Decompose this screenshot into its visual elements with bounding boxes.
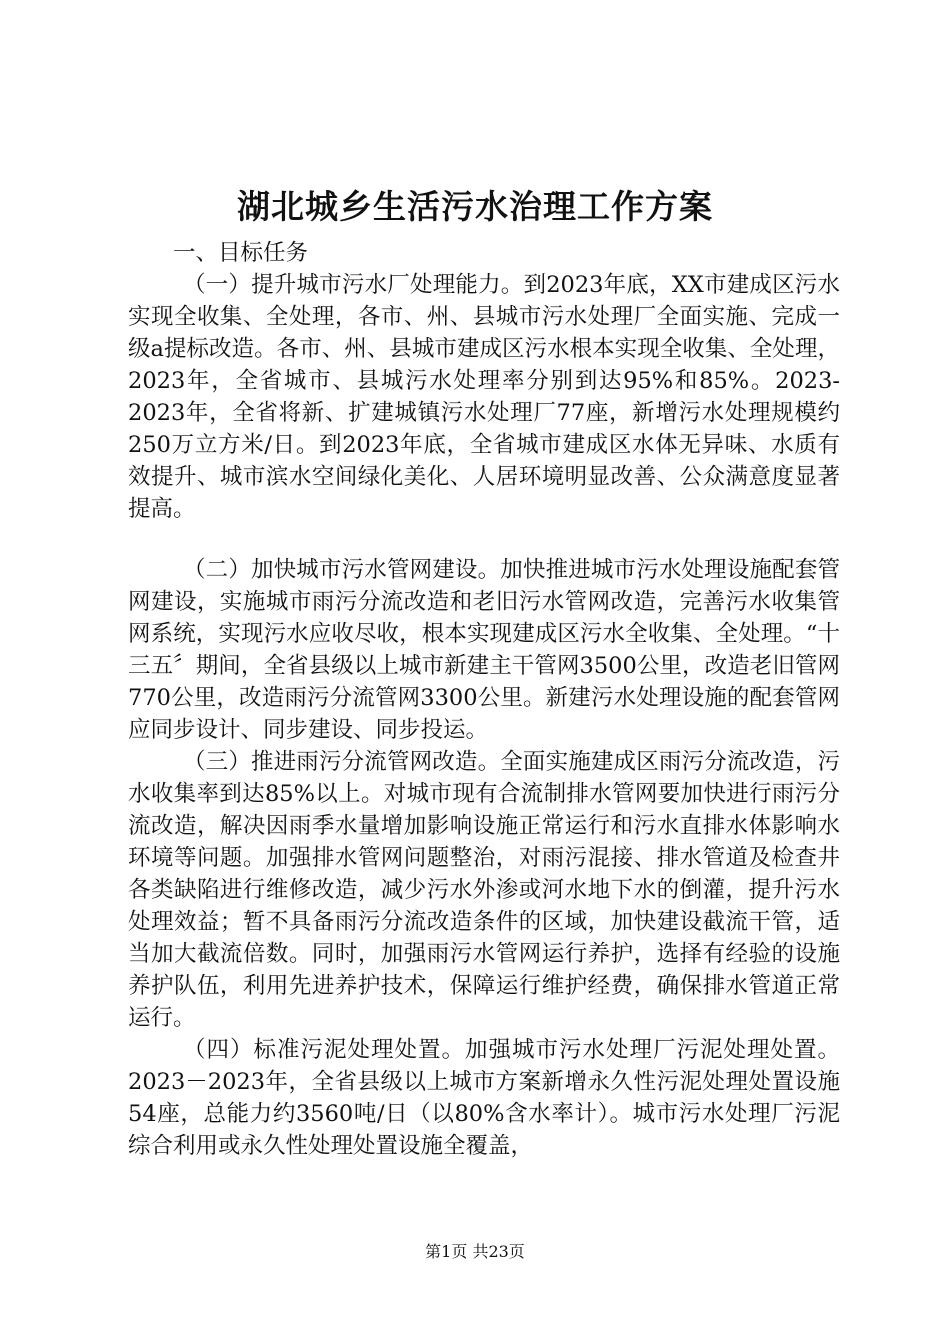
- section-heading: 一、目标任务: [173, 240, 309, 266]
- paragraph-1: （一）提升城市污水厂处理能力。到2023年底，XX市建成区污水实现全收集、全处理，各市、州、县城市污水处理厂全面实施、完成一级a提标改造。各市、州、县城市建成区污水根本实现全收集、全处理，2023年，全省城市、县城污水处理率分别到达95%和85%。2023-2023年，全省将新、扩建城镇污水处理厂77座，新增污水处理规模约250万立方米/日。到2023年底，全省城市建成区水体无异味、水质有效提升、城市滨水空间绿化美化、人居环境明显改善、公众满意度显著提高。: [128, 272, 840, 522]
- paragraph-2: （二）加快城市污水管网建设。加快推进城市污水处理设施配套管网建设，实施城市雨污分流改造和老旧污水管网改造，完善污水收集管网系统，实现污水应收尽收，根本实现建成区污水全收集、全处理。“十三五〞期间，全省县级以上城市新建主干管网3500公里，改造老旧管网770公里，改造雨污分流管网3300公里。新建污水处理设施的配套管网应同步设计、同步建设、同步投运。: [128, 557, 840, 743]
- document-title: 湖北城乡生活污水治理工作方案: [237, 187, 713, 226]
- document-body: [128, 237, 840, 1162]
- page-number-footer: 第1页 共23页: [425, 1242, 525, 1261]
- paragraph-spacer: [128, 525, 840, 554]
- paragraph-4: （四）标准污泥处理处置。加强城市污水处理厂污泥处理处置。2023－2023年，全省县级以上城市方案新增永久性污泥处理处置设施54座，总能力约3560吨/日（以80%含水率计）。城市污水处理厂污泥综合利用或永久性处理处置设施全覆盖，: [128, 1037, 840, 1159]
- paragraph-3: （三）推进雨污分流管网改造。全面实施建成区雨污分流改造，污水收集率到达85%以上。对城市现有合流制排水管网要加快进行雨污分流改造，解决因雨季水量增加影响设施正常运行和污水直排水体影响水环境等问题。加强排水管网问题整治，对雨污混接、排水管道及检查井各类缺陷进行维修改造，减少污水外渗或河水地下水的倒灌，提升污水处理效益；暂不具备雨污分流改造条件的区域，加快建设截流干管，适当加大截流倍数。同时，加强雨污水管网运行养护，选择有经验的设施养护队伍，利用先进养护技术，保障运行维护经费，确保排水管道正常运行。: [128, 749, 840, 1031]
